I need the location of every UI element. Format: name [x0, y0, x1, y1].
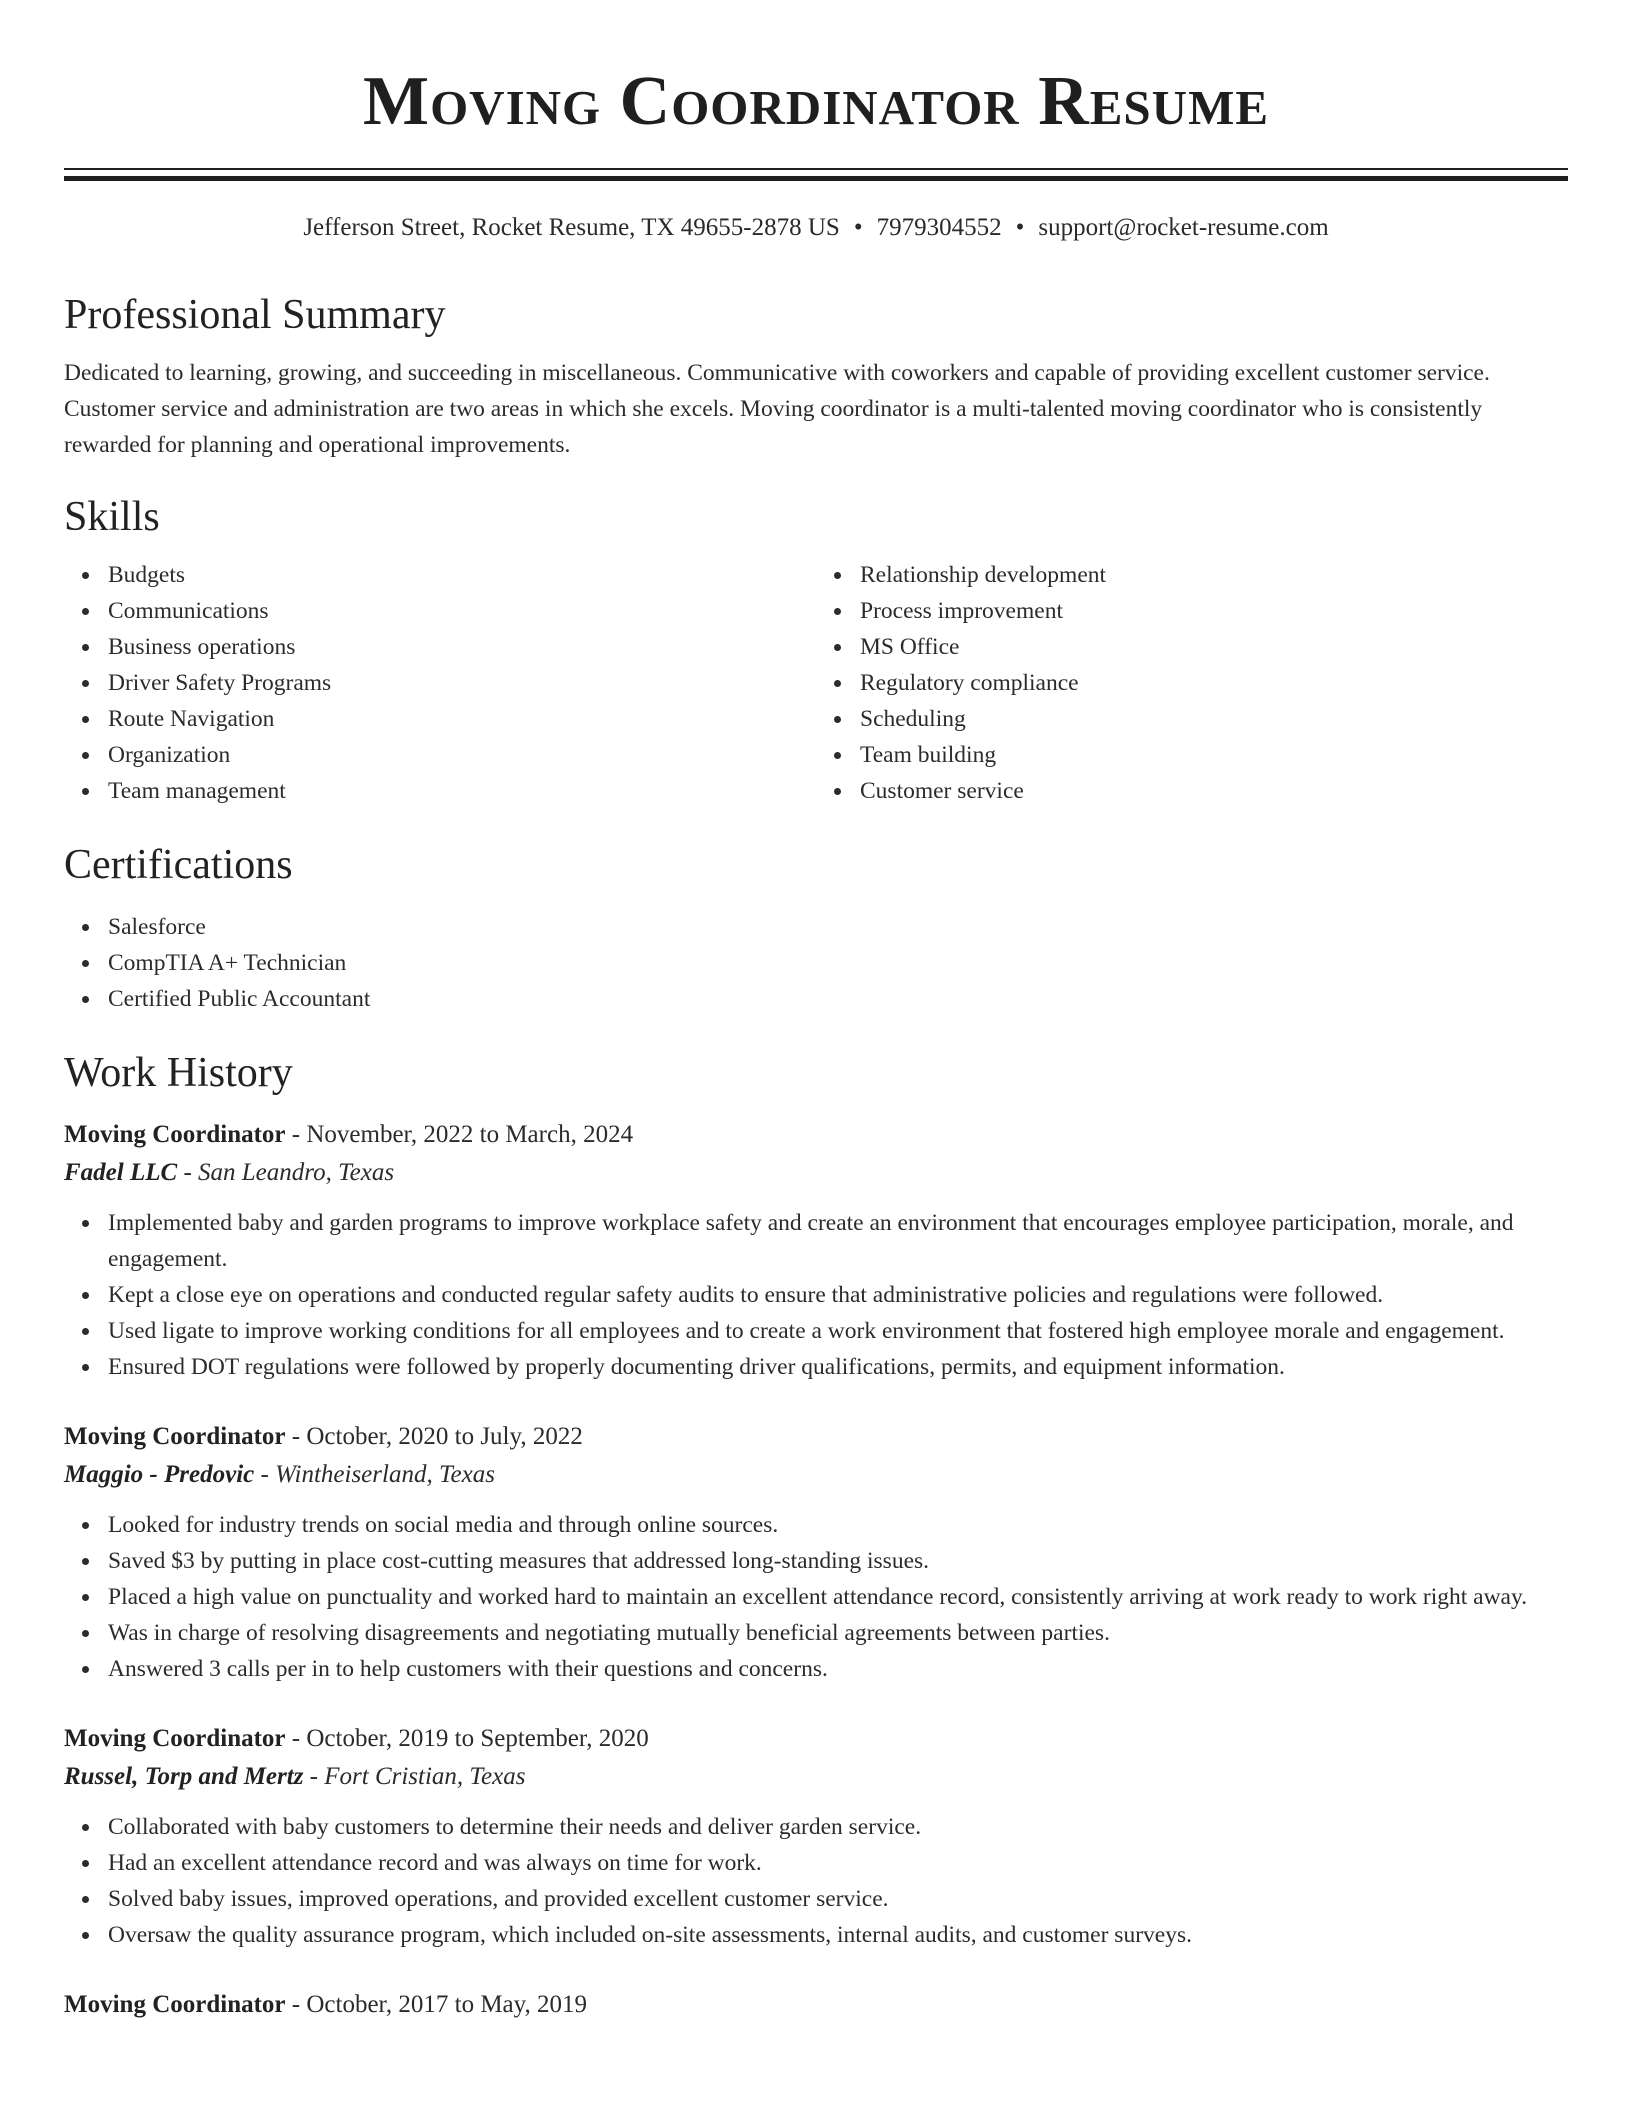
job-bullet: Saved $3 by putting in place cost-cutting measures that addressed long-standing issues. — [108, 1543, 1568, 1579]
contact-line — [64, 211, 1568, 245]
skill-item: Team management — [108, 773, 816, 809]
certifications-heading: Certifications — [64, 842, 293, 888]
skill-item: Regulatory compliance — [860, 665, 1568, 701]
job-company-line: Russel, Torp and Mertz - Fort Cristian, Texas — [64, 1763, 526, 1790]
job-title: Moving Coordinator — [64, 1991, 286, 2018]
job-bullets — [64, 1205, 1568, 1385]
skill-item: Process improvement — [860, 593, 1568, 629]
job-title-line: Moving Coordinator - October, 2017 to May, 2019 — [64, 1991, 588, 2018]
skill-item: Team building — [860, 737, 1568, 773]
skills-heading: Skills — [64, 494, 160, 540]
contact-separator: • — [1015, 214, 1025, 241]
job-location: Fort Cristian, Texas — [324, 1763, 526, 1790]
certification-item: Salesforce — [108, 909, 1568, 945]
job-title: Moving Coordinator — [64, 1725, 286, 1752]
job-company-line: Fadel LLC - San Leandro, Texas — [64, 1159, 395, 1186]
job-dates: October, 2019 to September, 2020 — [306, 1725, 649, 1752]
work-history-heading: Work History — [64, 1050, 293, 1096]
contact-separator: • — [853, 214, 863, 241]
skill-item: MS Office — [860, 629, 1568, 665]
job-bullet: Placed a high value on punctuality and worked hard to maintain an excellent attendance record, consistently arriving at work ready to work right away. — [108, 1579, 1568, 1615]
contact-phone: 7979304552 — [876, 214, 1002, 241]
job-bullet: Solved baby issues, improved operations, and provided excellent customer service. — [108, 1881, 1568, 1917]
skills-list-right — [816, 557, 1568, 809]
job-bullet: Used ligate to improve working conditions for all employees and to create a work environment that fostered high employee morale and engagement. — [108, 1313, 1568, 1349]
skill-item: Driver Safety Programs — [108, 665, 816, 701]
job-entry — [64, 1117, 1568, 1385]
title-divider-thick — [64, 176, 1568, 181]
job-bullet: Oversaw the quality assurance program, which included on-site assessments, internal audits, and customer surveys. — [108, 1917, 1568, 1953]
job-bullet: Collaborated with baby customers to determine their needs and deliver garden service. — [108, 1809, 1568, 1845]
job-bullet: Ensured DOT regulations were followed by properly documenting driver qualifications, permits, and equipment information. — [108, 1349, 1568, 1385]
resume-title: Moving Coordinator Resume — [363, 63, 1269, 140]
job-title-line: Moving Coordinator - October, 2020 to July, 2022 — [64, 1423, 583, 1450]
contact-email: support@rocket-resume.com — [1038, 214, 1329, 241]
skill-item: Customer service — [860, 773, 1568, 809]
skill-item: Scheduling — [860, 701, 1568, 737]
job-dates: November, 2022 to March, 2024 — [306, 1121, 634, 1148]
skill-item: Budgets — [108, 557, 816, 593]
certifications-list — [64, 909, 1568, 1017]
skill-item: Route Navigation — [108, 701, 816, 737]
job-location: San Leandro, Texas — [198, 1159, 395, 1186]
job-title: Moving Coordinator — [64, 1121, 286, 1148]
certification-item: CompTIA A+ Technician — [108, 945, 1568, 981]
job-company-line: Maggio - Predovic - Wintheiserland, Texas — [64, 1461, 495, 1488]
certification-item: Certified Public Accountant — [108, 981, 1568, 1017]
job-bullet: Looked for industry trends on social media and through online sources. — [108, 1507, 1568, 1543]
job-company: Russel, Torp and Mertz — [64, 1763, 304, 1790]
job-title-line: Moving Coordinator - November, 2022 to March, 2024 — [64, 1121, 634, 1148]
skill-item: Relationship development — [860, 557, 1568, 593]
job-bullets — [64, 1507, 1568, 1687]
summary-heading: Professional Summary — [64, 292, 446, 338]
resume-page — [64, 0, 1568, 2023]
skills-columns — [64, 557, 1568, 809]
job-entry — [64, 1419, 1568, 1687]
job-entry — [64, 1721, 1568, 1953]
job-company: Fadel LLC — [64, 1159, 178, 1186]
skills-list-left — [64, 557, 816, 809]
job-title: Moving Coordinator — [64, 1423, 286, 1450]
job-bullets — [64, 1809, 1568, 1953]
job-company: Maggio - Predovic — [64, 1461, 255, 1488]
job-dates: October, 2020 to July, 2022 — [306, 1423, 583, 1450]
job-bullet: Had an excellent attendance record and was always on time for work. — [108, 1845, 1568, 1881]
skill-item: Business operations — [108, 629, 816, 665]
job-dates: October, 2017 to May, 2019 — [306, 1991, 588, 2018]
skill-item: Communications — [108, 593, 816, 629]
skill-item: Organization — [108, 737, 816, 773]
job-location: Wintheiserland, Texas — [275, 1461, 495, 1488]
contact-address: Jefferson Street, Rocket Resume, TX 49655-2878 US — [303, 214, 840, 241]
job-bullet: Kept a close eye on operations and conducted regular safety audits to ensure that administrative policies and regulations were followed. — [108, 1277, 1568, 1313]
job-title-line: Moving Coordinator - October, 2019 to September, 2020 — [64, 1725, 649, 1752]
title-divider-thin — [64, 168, 1568, 170]
job-bullet: Was in charge of resolving disagreements and negotiating mutually beneficial agreements between parties. — [108, 1615, 1568, 1651]
job-bullet: Answered 3 calls per in to help customers with their questions and concerns. — [108, 1651, 1568, 1687]
job-entry — [64, 1987, 1568, 2023]
summary-text: Dedicated to learning, growing, and succeeding in miscellaneous. Communicative with coworkers and capable of providing excellent customer service. Customer service and administration are two areas in which she excels. Moving coordinator is a multi-talented moving coordinator who is consistently rewarded for planning and operational improvements. — [64, 360, 1490, 458]
job-bullet: Implemented baby and garden programs to improve workplace safety and create an environment that encourages employee participation, morale, and engagement. — [108, 1205, 1568, 1277]
